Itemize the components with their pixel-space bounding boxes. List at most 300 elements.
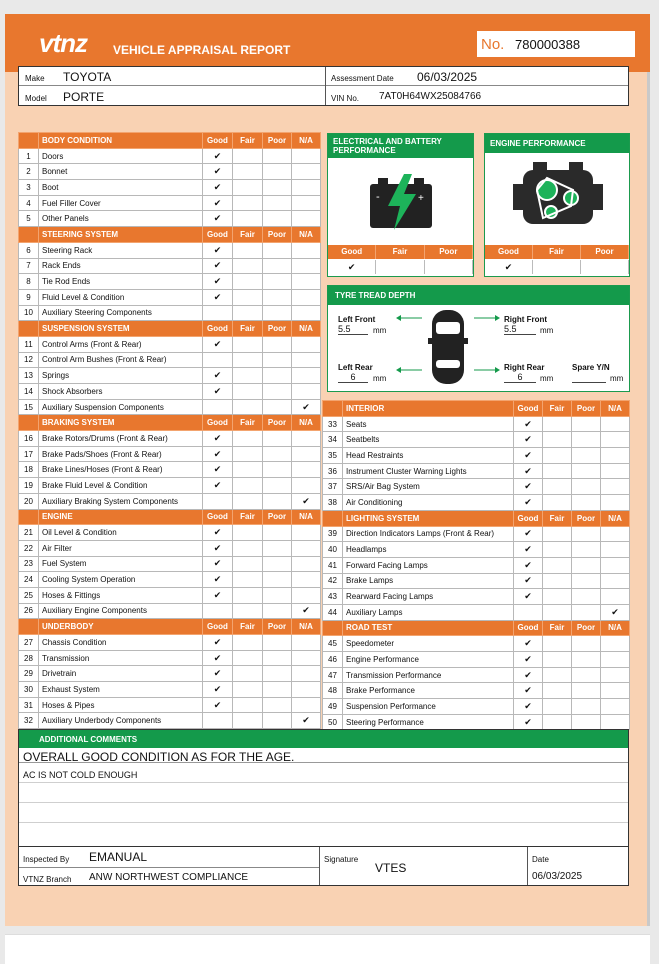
table-row [19, 148, 321, 164]
rating-checkbox[interactable] [263, 305, 292, 321]
item-number: 4 [19, 195, 39, 211]
rating-checkbox[interactable] [292, 384, 321, 400]
rating-checkbox[interactable] [203, 352, 233, 368]
item-name: Rack Ends [39, 258, 203, 274]
item-number: 47 [323, 667, 343, 683]
rating-checkbox[interactable] [292, 368, 321, 384]
item-name: Rearward Facing Lamps [343, 589, 514, 605]
rating-checkbox[interactable] [514, 604, 543, 620]
rating-checkbox[interactable] [376, 260, 424, 274]
rating-checkbox[interactable] [601, 463, 630, 479]
table-row [323, 526, 630, 542]
section-title: INTERIOR [343, 401, 514, 417]
branch: ANW NORTHWEST COMPLIANCE [89, 872, 249, 883]
rating-checkbox[interactable] [543, 652, 572, 668]
rating-checkbox[interactable] [233, 148, 263, 164]
make-label: Make [25, 74, 45, 83]
rating-checkbox[interactable]: ✔ [203, 462, 233, 478]
rating-checkbox[interactable] [263, 211, 292, 227]
rating-checkbox[interactable] [572, 479, 601, 495]
rating-heading: Poor [572, 401, 601, 417]
rating-checkbox[interactable] [292, 180, 321, 196]
rating-checkbox[interactable]: ✔ [514, 683, 543, 699]
table-row [19, 603, 321, 619]
rating-checkbox[interactable] [292, 148, 321, 164]
rating-checkbox[interactable] [543, 636, 572, 652]
table-row [19, 431, 321, 447]
item-name: Auxiliary Steering Components [39, 305, 203, 321]
rating-checkbox[interactable] [572, 432, 601, 448]
rating-checkbox[interactable]: ✔ [514, 463, 543, 479]
rating-checkbox[interactable]: ✔ [203, 650, 233, 666]
item-number: 18 [19, 462, 39, 478]
rating-checkbox[interactable] [543, 683, 572, 699]
rating-checkbox[interactable] [543, 432, 572, 448]
sign-date: 06/03/2025 [532, 871, 583, 882]
rating-checkbox[interactable] [572, 463, 601, 479]
rating-checkbox[interactable] [292, 446, 321, 462]
table-row [19, 697, 321, 713]
rating-heading: Fair [533, 245, 581, 259]
rating-checkbox[interactable] [263, 650, 292, 666]
footer-rule [19, 867, 319, 868]
rating-checkbox[interactable] [292, 540, 321, 556]
rating-checkbox[interactable] [233, 289, 263, 305]
table-row [323, 573, 630, 589]
rating-checkbox[interactable] [263, 384, 292, 400]
rating-checkbox[interactable] [543, 714, 572, 730]
rating-checkbox[interactable] [263, 635, 292, 651]
item-name: Forward Facing Lamps [343, 557, 514, 573]
rating-heading: N/A [601, 510, 630, 526]
rating-checkbox[interactable] [233, 525, 263, 541]
rating-checkbox[interactable] [263, 682, 292, 698]
rating-checkbox[interactable] [233, 713, 263, 729]
rating-checkbox[interactable] [203, 493, 233, 509]
item-name: Seats [343, 416, 514, 432]
rating-checkbox[interactable] [263, 446, 292, 462]
rating-checkbox[interactable] [263, 587, 292, 603]
table-row [19, 274, 321, 290]
branch-label: VTNZ Branch [23, 875, 72, 884]
item-number: 13 [19, 368, 39, 384]
rating-checkbox[interactable] [292, 462, 321, 478]
rating-checkbox[interactable] [233, 666, 263, 682]
rating-checkbox[interactable] [572, 589, 601, 605]
rating-checkbox[interactable] [292, 242, 321, 258]
rating-checkbox[interactable]: ✔ [203, 697, 233, 713]
rating-checkbox[interactable] [292, 556, 321, 572]
rating-checkbox[interactable]: ✔ [203, 258, 233, 274]
section-title: LIGHTING SYSTEM [343, 510, 514, 526]
item-name: SRS/Air Bag System [343, 479, 514, 495]
rating-checkbox[interactable] [233, 556, 263, 572]
item-number: 33 [323, 416, 343, 432]
rating-checkbox[interactable] [425, 260, 473, 274]
item-number: 38 [323, 495, 343, 511]
rating-checkbox[interactable]: ✔ [203, 384, 233, 400]
rating-checkbox[interactable] [581, 260, 629, 274]
rating-checkbox[interactable]: ✔ [203, 635, 233, 651]
rating-checkbox[interactable] [203, 713, 233, 729]
item-number: 45 [323, 636, 343, 652]
rating-checkbox[interactable] [233, 682, 263, 698]
table-row [323, 448, 630, 464]
item-number: 1 [19, 148, 39, 164]
rating-checkbox[interactable] [263, 603, 292, 619]
item-name: Hoses & Fittings [39, 587, 203, 603]
item-number: 11 [19, 336, 39, 352]
rating-checkbox[interactable] [263, 164, 292, 180]
rating-checkbox[interactable] [292, 525, 321, 541]
rating-checkbox[interactable]: ✔ [514, 432, 543, 448]
rating-heading: Poor [425, 245, 473, 259]
rating-checkbox[interactable] [601, 714, 630, 730]
rating-checkbox[interactable] [292, 352, 321, 368]
rating-checkbox[interactable] [292, 195, 321, 211]
rating-checkbox[interactable]: ✔ [328, 260, 376, 274]
rating-checkbox[interactable]: ✔ [203, 274, 233, 290]
rating-checkbox[interactable] [263, 399, 292, 415]
rating-checkbox[interactable]: ✔ [203, 572, 233, 588]
rating-checkbox[interactable] [601, 652, 630, 668]
rating-checkbox[interactable] [292, 697, 321, 713]
rating-checkbox[interactable] [233, 572, 263, 588]
rating-checkbox[interactable] [572, 416, 601, 432]
rating-checkbox[interactable] [263, 666, 292, 682]
section-spacer [19, 619, 39, 635]
table-row [19, 368, 321, 384]
rating-checkbox[interactable] [233, 336, 263, 352]
rating-checkbox[interactable]: ✔ [485, 260, 533, 274]
rating-checkbox[interactable] [263, 368, 292, 384]
rating-checkbox[interactable] [292, 431, 321, 447]
rating-checkbox[interactable] [233, 195, 263, 211]
rating-checkbox[interactable] [572, 699, 601, 715]
rating-checkbox[interactable] [233, 478, 263, 494]
rating-checkbox[interactable] [263, 258, 292, 274]
item-name: Seatbelts [343, 432, 514, 448]
rating-checkbox[interactable]: ✔ [203, 148, 233, 164]
rating-checkbox[interactable] [543, 463, 572, 479]
item-number: 3 [19, 180, 39, 196]
rating-checkbox[interactable] [263, 242, 292, 258]
rating-checkbox[interactable]: ✔ [203, 478, 233, 494]
top-banner [5, 14, 650, 72]
table-row [323, 495, 630, 511]
rating-checkbox[interactable] [572, 448, 601, 464]
rating-checkbox[interactable] [572, 557, 601, 573]
rating-checkbox[interactable]: ✔ [292, 603, 321, 619]
rating-checkbox[interactable] [601, 542, 630, 558]
rating-checkbox[interactable]: ✔ [203, 242, 233, 258]
rating-checkbox[interactable] [233, 211, 263, 227]
rating-checkbox[interactable] [233, 242, 263, 258]
rating-checkbox[interactable] [572, 542, 601, 558]
section-spacer [19, 227, 39, 243]
table-row [323, 652, 630, 668]
rating-checkbox[interactable]: ✔ [514, 416, 543, 432]
rating-checkbox[interactable]: ✔ [203, 211, 233, 227]
rating-checkbox[interactable] [233, 258, 263, 274]
item-name: Instrument Cluster Warning Lights [343, 463, 514, 479]
rating-checkbox[interactable] [263, 493, 292, 509]
rating-checkbox[interactable] [233, 180, 263, 196]
rating-checkbox[interactable]: ✔ [203, 289, 233, 305]
rating-checkbox[interactable]: ✔ [514, 714, 543, 730]
rating-checkbox[interactable] [572, 714, 601, 730]
rating-checkbox[interactable] [292, 635, 321, 651]
rating-checkbox[interactable] [292, 289, 321, 305]
svg-text:+: + [418, 193, 424, 204]
rating-checkbox[interactable] [263, 462, 292, 478]
rating-checkbox[interactable] [572, 573, 601, 589]
rating-checkbox[interactable]: ✔ [203, 666, 233, 682]
rating-checkbox[interactable] [233, 493, 263, 509]
item-number: 35 [323, 448, 343, 464]
rating-checkbox[interactable] [203, 305, 233, 321]
rating-checkbox[interactable] [543, 495, 572, 511]
rating-checkbox[interactable] [572, 636, 601, 652]
rating-checkbox[interactable]: ✔ [203, 336, 233, 352]
rating-checkbox[interactable] [233, 540, 263, 556]
right-rear-label: Right Rear [504, 363, 545, 372]
rating-checkbox[interactable] [292, 336, 321, 352]
rating-checkbox[interactable]: ✔ [514, 495, 543, 511]
rating-checkbox[interactable]: ✔ [514, 479, 543, 495]
rating-checkbox[interactable]: ✔ [203, 556, 233, 572]
rating-checkbox[interactable] [233, 697, 263, 713]
table-row [19, 195, 321, 211]
item-number: 2 [19, 164, 39, 180]
rating-checkbox[interactable] [601, 432, 630, 448]
inspected-by: EMANUAL [89, 850, 148, 864]
table-row [19, 493, 321, 509]
section-header [19, 321, 321, 337]
rating-checkbox[interactable]: ✔ [203, 180, 233, 196]
rating-checkbox[interactable]: ✔ [514, 652, 543, 668]
rating-checkbox[interactable] [263, 540, 292, 556]
rating-checkbox[interactable] [263, 556, 292, 572]
rating-checkbox[interactable]: ✔ [203, 195, 233, 211]
rating-checkbox[interactable]: ✔ [203, 540, 233, 556]
rating-heading: Good [514, 510, 543, 526]
item-number: 32 [19, 713, 39, 729]
item-name: Steering Performance [343, 714, 514, 730]
rating-checkbox[interactable] [572, 667, 601, 683]
rating-checkbox[interactable] [543, 604, 572, 620]
rating-checkbox[interactable]: ✔ [203, 525, 233, 541]
rating-checkbox[interactable] [292, 211, 321, 227]
rating-checkbox[interactable] [601, 526, 630, 542]
rating-checkbox[interactable]: ✔ [514, 542, 543, 558]
rating-checkbox[interactable] [263, 478, 292, 494]
rating-checkbox[interactable] [601, 557, 630, 573]
section-title: ROAD TEST [343, 620, 514, 636]
rating-checkbox[interactable] [572, 495, 601, 511]
rating-checkbox[interactable] [543, 573, 572, 589]
rating-checkbox[interactable] [543, 448, 572, 464]
rating-checkbox[interactable] [543, 699, 572, 715]
section-spacer [19, 133, 39, 149]
table-row [323, 557, 630, 573]
rating-checkbox[interactable] [533, 260, 581, 274]
rating-checkbox[interactable] [203, 399, 233, 415]
table-row [19, 540, 321, 556]
rating-checkbox[interactable]: ✔ [203, 164, 233, 180]
rating-checkbox[interactable]: ✔ [514, 557, 543, 573]
rating-checkbox[interactable]: ✔ [601, 604, 630, 620]
table-row [323, 714, 630, 730]
item-name: Speedometer [343, 636, 514, 652]
rating-checkbox[interactable] [572, 652, 601, 668]
rating-checkbox[interactable] [292, 274, 321, 290]
section-spacer [19, 321, 39, 337]
rating-checkbox[interactable] [601, 667, 630, 683]
rating-checkbox[interactable] [263, 180, 292, 196]
rating-checkbox[interactable] [233, 603, 263, 619]
item-name: Shock Absorbers [39, 384, 203, 400]
rating-checkbox[interactable]: ✔ [514, 448, 543, 464]
rating-checkbox[interactable] [601, 589, 630, 605]
rating-checkbox[interactable]: ✔ [514, 636, 543, 652]
engine-title: ENGINE PERFORMANCE [485, 134, 629, 153]
rating-checkbox[interactable] [233, 274, 263, 290]
table-row [19, 682, 321, 698]
rating-checkbox[interactable] [601, 495, 630, 511]
rating-checkbox[interactable] [263, 148, 292, 164]
rating-checkbox[interactable] [543, 589, 572, 605]
item-number: 39 [323, 526, 343, 542]
rating-checkbox[interactable] [203, 603, 233, 619]
rating-checkbox[interactable] [543, 416, 572, 432]
rating-checkbox[interactable] [601, 416, 630, 432]
rating-checkbox[interactable] [572, 526, 601, 542]
rating-checkbox[interactable] [233, 305, 263, 321]
rating-checkbox[interactable] [292, 650, 321, 666]
rating-checkbox[interactable] [292, 666, 321, 682]
rating-checkbox[interactable] [292, 305, 321, 321]
rating-heading: Good [328, 245, 376, 259]
rating-checkbox[interactable] [233, 384, 263, 400]
rating-checkbox[interactable]: ✔ [514, 699, 543, 715]
rating-checkbox[interactable] [292, 587, 321, 603]
rating-checkbox[interactable] [292, 164, 321, 180]
rating-checkbox[interactable] [292, 258, 321, 274]
rating-checkbox[interactable] [543, 479, 572, 495]
footer-divider [319, 847, 320, 885]
item-name: Transmission [39, 650, 203, 666]
rating-checkbox[interactable]: ✔ [203, 682, 233, 698]
report-number-label: No. [481, 36, 505, 53]
rating-checkbox[interactable]: ✔ [514, 573, 543, 589]
item-number: 41 [323, 557, 343, 573]
table-row [323, 636, 630, 652]
rating-checkbox[interactable] [233, 650, 263, 666]
rating-checkbox[interactable] [233, 164, 263, 180]
rating-checkbox[interactable]: ✔ [514, 589, 543, 605]
rating-checkbox[interactable] [263, 572, 292, 588]
item-name: Doors [39, 148, 203, 164]
rating-checkbox[interactable]: ✔ [203, 368, 233, 384]
rating-checkbox[interactable] [292, 572, 321, 588]
rating-checkbox[interactable]: ✔ [292, 493, 321, 509]
rating-checkbox[interactable] [572, 683, 601, 699]
rating-checkbox[interactable] [601, 573, 630, 589]
rating-checkbox[interactable] [572, 604, 601, 620]
rating-checkbox[interactable] [263, 195, 292, 211]
rating-checkbox[interactable] [543, 542, 572, 558]
table-row [323, 667, 630, 683]
table-row [19, 635, 321, 651]
item-name: Control Arm Bushes (Front & Rear) [39, 352, 203, 368]
rating-checkbox[interactable] [601, 636, 630, 652]
item-number: 28 [19, 650, 39, 666]
rating-checkbox[interactable] [263, 713, 292, 729]
rating-checkbox[interactable] [601, 683, 630, 699]
rating-checkbox[interactable] [263, 274, 292, 290]
rating-checkbox[interactable] [601, 699, 630, 715]
rating-checkbox[interactable] [233, 635, 263, 651]
rating-checkbox[interactable]: ✔ [203, 587, 233, 603]
rating-checkbox[interactable] [233, 462, 263, 478]
rating-checkbox[interactable] [233, 368, 263, 384]
item-name: Fuel Filler Cover [39, 195, 203, 211]
item-name: Other Panels [39, 211, 203, 227]
left-rear-value: 6 [338, 372, 368, 383]
item-name: Air Filter [39, 540, 203, 556]
rating-checkbox[interactable] [233, 352, 263, 368]
section-title: SUSPENSION SYSTEM [39, 321, 203, 337]
rating-checkbox[interactable]: ✔ [514, 667, 543, 683]
rating-checkbox[interactable] [543, 557, 572, 573]
rating-checkbox[interactable] [601, 479, 630, 495]
rating-checkbox[interactable] [601, 448, 630, 464]
rating-checkbox[interactable] [233, 587, 263, 603]
rating-checkbox[interactable] [263, 336, 292, 352]
rating-checkbox[interactable]: ✔ [514, 526, 543, 542]
tyre-panel [327, 285, 630, 392]
rating-checkbox[interactable]: ✔ [292, 399, 321, 415]
rating-checkbox[interactable]: ✔ [203, 446, 233, 462]
rating-checkbox[interactable]: ✔ [203, 431, 233, 447]
rating-checkbox[interactable] [263, 289, 292, 305]
rating-heading: N/A [292, 619, 321, 635]
rating-checkbox[interactable] [543, 526, 572, 542]
rating-checkbox[interactable] [292, 478, 321, 494]
rating-checkbox[interactable] [543, 667, 572, 683]
item-number: 31 [19, 697, 39, 713]
item-name: Tie Rod Ends [39, 274, 203, 290]
table-row [19, 352, 321, 368]
rating-checkbox[interactable] [263, 525, 292, 541]
section-header [19, 133, 321, 149]
rating-checkbox[interactable] [233, 399, 263, 415]
right-front-value: 5.5 [504, 324, 536, 335]
rating-checkbox[interactable]: ✔ [292, 713, 321, 729]
rating-checkbox[interactable] [233, 446, 263, 462]
rating-checkbox[interactable] [263, 431, 292, 447]
electrical-rating-values [328, 260, 473, 274]
rating-checkbox[interactable] [292, 682, 321, 698]
rating-checkbox[interactable] [233, 431, 263, 447]
rating-checkbox[interactable] [263, 352, 292, 368]
rating-checkbox[interactable] [263, 697, 292, 713]
model-label: Model [25, 94, 47, 103]
table-row [19, 258, 321, 274]
table-row [323, 432, 630, 448]
table-row [323, 699, 630, 715]
